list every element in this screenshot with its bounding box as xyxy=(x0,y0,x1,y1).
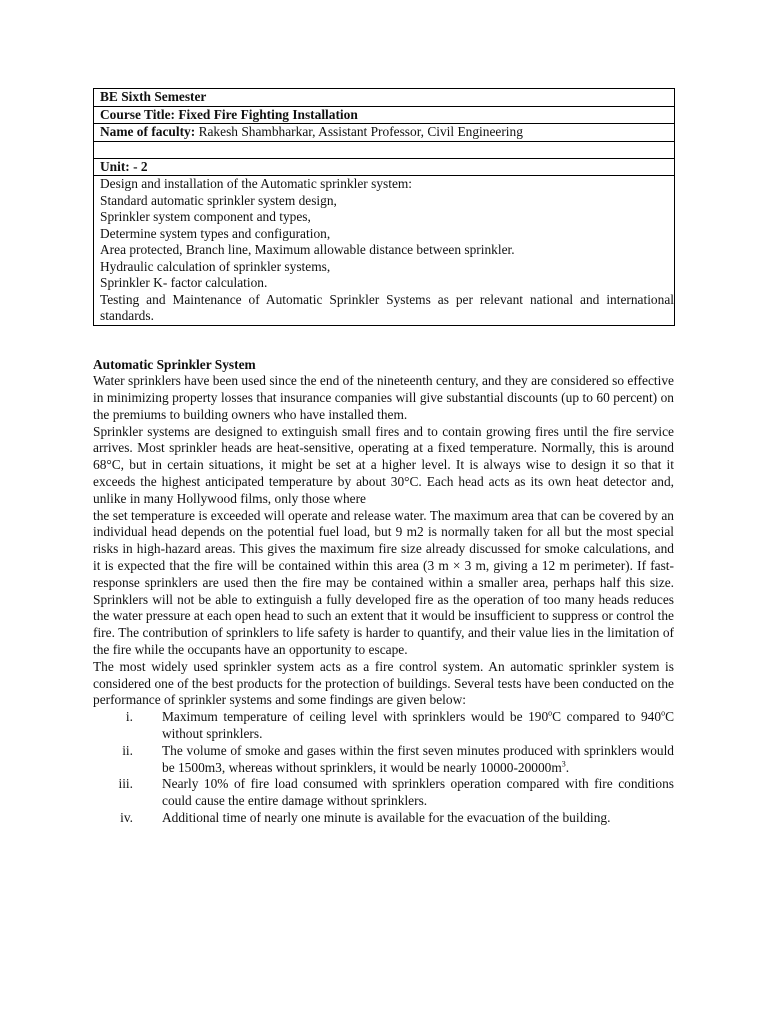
document-page xyxy=(93,88,674,827)
unit-topics-row xyxy=(94,176,675,326)
course-title-row xyxy=(94,106,675,124)
list-item: iv. Additional time of nearly one minute is available for the evacuation of the building. xyxy=(93,810,674,827)
unit-row xyxy=(94,158,675,176)
list-item: ii. The volume of smoke and gases within the first seven minutes produced with sprinklers would be 1500m3, whereas without sprinklers, it would be nearly $10000-20000m^3$. xyxy=(93,743,674,777)
faculty-row xyxy=(94,124,675,142)
list-item: iii. Nearly 10% of fire load consumed with sprinklers operation compared with fire conditions could cause the entire damage without sprinklers. xyxy=(93,776,674,810)
list-item-number: ii. xyxy=(122,742,133,758)
unit-topic: Design and installation of the Automatic sprinkler system: xyxy=(100,176,413,191)
sprinkler-section xyxy=(93,357,674,827)
unit-topic: Area protected, Branch line, Maximum allowable distance between sprinkler. xyxy=(100,242,515,257)
faculty-label: Name of faculty: xyxy=(100,124,196,139)
empty-row xyxy=(94,141,675,158)
list-item-number: i. xyxy=(125,709,133,725)
list-item: i. Maximum temperature of ceiling level with sprinklers would be 190$^o$C compared to 940$^o$C without sprinklers. xyxy=(93,709,674,743)
paragraph: the set temperature is exceeded will operate and release water. The maximum area that can be covered by an individual head depends on the potential fuel load, but 9 m2 is normally taken for all but the most special risks in high-hazard areas. This gives the maximum fire size already discussed for smoke calculations, and it is expected that the fire will be contained within this area (3 m × 3 m, giving a 12 m perimeter). If fast-response sprinklers are used then the fire may be contained within a smaller area, perhaps half this size. Sprinklers will not be able to extinguish a fully developed fire as the operation of too many heads reduces the water pressure at each open head to such an extent that it would be insufficient to suppress or control the fire. The contribution of sprinklers to life safety is harder to quantify, and their value lies in the limitation of the fire while the occupants have an opportunity to escape. xyxy=(93,507,674,658)
list-item-number: iv. xyxy=(120,810,133,826)
course-title-label: Course Title: xyxy=(100,106,176,122)
paragraph: Sprinkler systems are designed to extinguish small fires and to contain growing fires until the fire service arrives. Most sprinkler heads are heat-sensitive, operating at a fixed temperature. Normally, this is around 68°C, but in certain situations, it might be set at a higher level. It is always wise to design it so that it exceeds the highest anticipated temperature by about 30°C. Each head acts as its own heat detector and, unlike in many Hollywood films, only those where xyxy=(93,423,674,506)
unit-topic: Standard automatic sprinkler system design, xyxy=(100,192,337,208)
semester-row xyxy=(94,89,675,107)
list-item-number: iii. xyxy=(118,776,133,792)
findings-list xyxy=(93,709,674,827)
section-heading: Automatic Sprinkler System xyxy=(93,356,256,372)
faculty-name: Rakesh Shambharkar, Assistant Professor, Civil Engineering xyxy=(198,124,523,139)
unit-topic: Sprinkler K- factor calculation. xyxy=(100,275,268,290)
course-info-table xyxy=(93,88,675,326)
paragraph: The most widely used sprinkler system acts as a fire control system. An automatic sprinkler system is considered one of the best products for the protection of buildings. Several tests have been conducted on the performance of sprinkler systems and some findings are given below: xyxy=(93,658,674,708)
unit-topic: Sprinkler system component and types, xyxy=(100,209,311,224)
unit-topic: Hydraulic calculation of sprinkler systems, xyxy=(100,258,331,274)
semester-text: BE Sixth Semester xyxy=(100,89,207,104)
course-title-value: Fixed Fire Fighting Installation xyxy=(178,106,358,122)
paragraph: Water sprinklers have been used since the end of the nineteenth century, and they are considered so effective in minimizing property losses that insurance companies will give substantial discounts (up to 60 percent) on the premiums to building owners who have installed them. xyxy=(93,373,674,422)
unit-topic: Testing and Maintenance of Automatic Sprinkler Systems as per relevant national and international standards. xyxy=(100,291,674,323)
unit-label: Unit: - 2 xyxy=(100,158,148,174)
unit-topic: Determine system types and configuration, xyxy=(100,225,331,241)
